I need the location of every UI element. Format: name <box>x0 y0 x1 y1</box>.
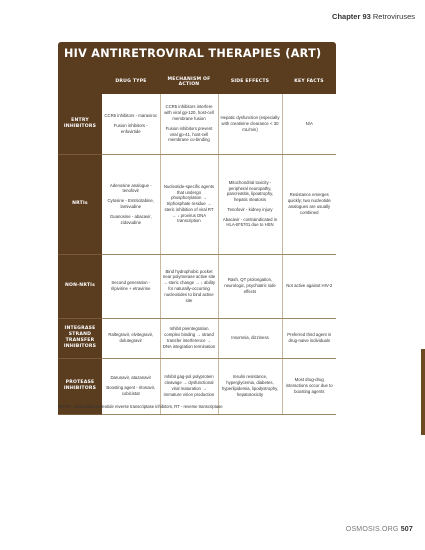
cell-side-effects <box>218 254 282 318</box>
cell-drug-type <box>102 154 160 254</box>
cell-text: CCR5 inhibitors - maraviroc <box>104 113 158 119</box>
table-row <box>58 154 336 254</box>
cell-text: Second generation - rilpivirine + etravirine <box>110 280 151 291</box>
cell-text: N/A <box>305 120 313 126</box>
cell-text: Hepatic dysfunction (especially with creatinine clearance < 30 mL/min) <box>220 115 280 132</box>
cell-text: CCR5 inhibitors interfere with viral gp-120, host-cell membrane fusion <box>164 104 214 121</box>
cell-text: Most drug-drug interactions occur due to boosting agents <box>285 377 333 394</box>
cell-text: Cytosine - Emtricitabine, lamivudine <box>107 198 155 209</box>
row-category: ENTRY INHIBITORS <box>58 94 102 154</box>
cell-text: Abacavir - contraindicated in HLA-B*5701 due to HSN <box>222 216 278 228</box>
cell-text: Guanosine - abacavir, zidovudine <box>109 213 152 225</box>
chapter-label: Chapter 93 <box>332 12 371 21</box>
row-category: NON-NRTIs <box>58 254 102 318</box>
cell-text: Adenosine analogue - tenofovir <box>109 182 152 194</box>
cell-text: Inhibit preintegration complex binding → strand transfer interference → DNA integration termination <box>162 326 216 349</box>
page-footer <box>346 526 413 533</box>
cell-side-effects <box>218 318 282 358</box>
column-header: KEY FACTS <box>282 70 336 94</box>
cell-mechanism <box>160 254 218 318</box>
corner-cell <box>58 70 102 94</box>
cell-text: Insomnia, dizziness <box>231 335 269 341</box>
cell-key-facts <box>282 94 336 154</box>
cell-text: Boosting agent - ritonavir, cobicistat <box>106 385 156 396</box>
footnote: NRTIs - nucleoside/nucleotide reverse transcriptase inhibitors, RT - reverse transcriptase <box>58 404 223 409</box>
cell-drug-type <box>102 318 160 358</box>
cell-text: Preferred third agent in drug-naive individuals <box>287 332 332 343</box>
row-category: PROTEASE INHIBITORS <box>58 358 102 414</box>
cell-key-facts <box>282 318 336 358</box>
row-category: INTEGRASE STRAND TRANSFER INHIBITORS <box>58 318 102 358</box>
cell-text: Not active against HIV-2 <box>286 283 333 289</box>
cell-text: Inhibit gag-pol polyprotein cleavage → dysfunctional viral maturation → immature virion production <box>163 374 215 397</box>
cell-drug-type <box>102 254 160 318</box>
row-category: NRTIs <box>58 154 102 254</box>
cell-mechanism <box>160 154 218 254</box>
cell-mechanism <box>160 94 218 154</box>
cell-key-facts <box>282 254 336 318</box>
cell-side-effects <box>218 94 282 154</box>
table-row <box>58 254 336 318</box>
cell-text: Tenofovir - kidney injury <box>227 206 273 212</box>
chapter-header <box>332 12 415 21</box>
column-header: DRUG TYPE <box>102 70 160 94</box>
cell-text: Resistance emerges quickly; two nucleotide analogues are usually combined <box>287 192 331 215</box>
cell-side-effects <box>218 154 282 254</box>
cell-key-facts <box>282 154 336 254</box>
column-header: MECHANISM OF ACTION <box>160 70 218 94</box>
cell-text: Rash, QT prolongation, neurologic, psychiatric side effects <box>224 277 276 294</box>
site-name: OSMOSIS.ORG <box>345 526 399 533</box>
table-row <box>58 94 336 154</box>
column-header: SIDE EFFECTS <box>218 70 282 94</box>
cell-text: Insulin resistance, hyperglycemia, diabetes, hyperlipidemia, lipodystrophy, hepatotoxicity <box>221 374 279 397</box>
page-number: 507 <box>400 526 413 533</box>
cell-text: Fusion inhibitors - enfuvirtide <box>113 122 148 134</box>
cell-text: Mitochondrial toxicity - peripheral neuropathy, pancreatitis, lipoatrophy, hepatic steatosis <box>226 179 274 203</box>
table-header-row <box>58 70 336 94</box>
cell-text: Darunavir, atazanavir <box>110 375 152 381</box>
cell-text: Nucleotide-specific agents that undergo phosphorylation → triphosphate residue → steric inhibition of viral RT → ↓ provirus DNA transcription <box>163 183 215 224</box>
cell-text: Raltegravir, elvitegravir, dolutegravir <box>108 332 154 343</box>
chapter-title: Retroviruses <box>372 12 415 21</box>
cell-text: Fusion inhibitors prevent viral gp-41, host-cell membrane co-binding <box>165 125 213 143</box>
panel-title: HIV ANTIRETROVIRAL THERAPIES (ART) <box>64 47 322 60</box>
side-tab <box>421 349 425 435</box>
cell-mechanism <box>160 318 218 358</box>
cell-text: Bind hydrophobic pocket near polymerase active site → steric change → ↓ ability for naturally-occurring nucleosides to bind active site <box>162 268 216 303</box>
cell-drug-type <box>102 94 160 154</box>
table-row <box>58 318 336 358</box>
art-table <box>58 70 336 415</box>
